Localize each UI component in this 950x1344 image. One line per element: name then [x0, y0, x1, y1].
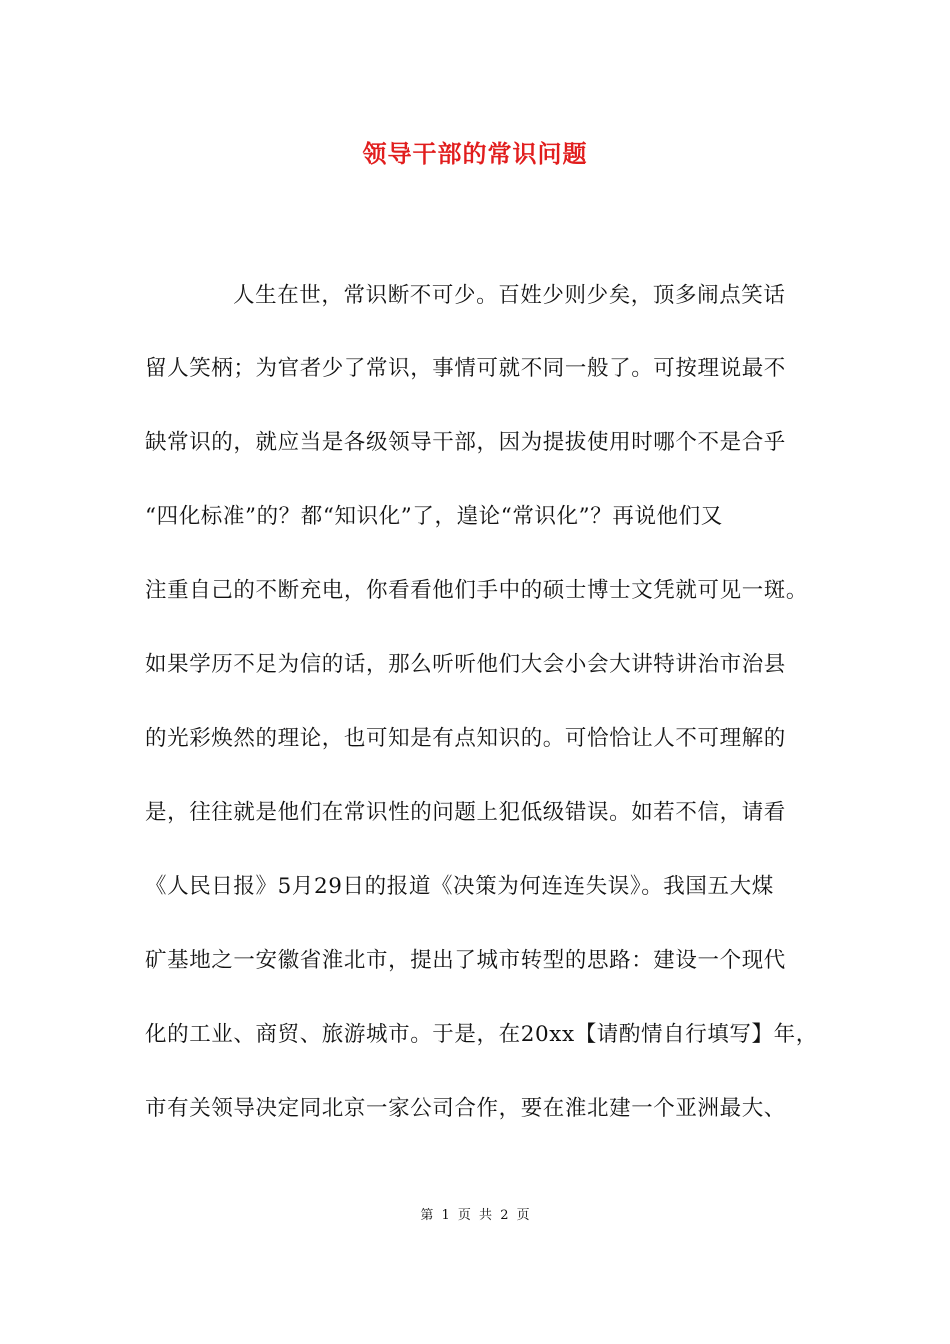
text-line: 化的工业、商贸、旅游城市。于是，在20xx【请酌情自行填写】年，	[145, 1022, 818, 1047]
text-line: 《人民日报》5月29日的报道《决策为何连连失误》。我国五大煤	[145, 874, 774, 899]
text-line: 人生在世，常识断不可少。百姓少则少矣，顶多闹点笑话	[233, 283, 786, 308]
text-line: 留人笑柄；为官者少了常识，事情可就不同一般了。可按理说最不	[145, 356, 786, 381]
page-title: 领导干部的常识问题	[362, 139, 588, 168]
text-line: 缺常识的，就应当是各级领导干部，因为提拔使用时哪个不是合乎	[145, 430, 786, 455]
text-line: 如果学历不足为信的话，那么听听他们大会小会大讲特讲治市治县	[145, 652, 786, 677]
text-line: 注重自己的不断充电，你看看他们手中的硕士博士文凭就可见一斑。	[145, 578, 809, 603]
text-line: 市有关领导决定同北京一家公司合作，要在淮北建一个亚洲最大、	[145, 1096, 786, 1121]
text-line: “四化标准”的？都“知识化”了，遑论“常识化”？再说他们又	[145, 504, 723, 529]
text-line: 的光彩焕然的理论，也可知是有点知识的。可恰恰让人不可理解的	[145, 726, 786, 751]
text-line: 矿基地之一安徽省淮北市，提出了城市转型的思路：建设一个现代	[145, 948, 786, 973]
page-number: 第 1 页 共 2 页	[420, 1208, 530, 1223]
text-line: 是，往往就是他们在常识性的问题上犯低级错误。如若不信，请看	[145, 800, 786, 825]
